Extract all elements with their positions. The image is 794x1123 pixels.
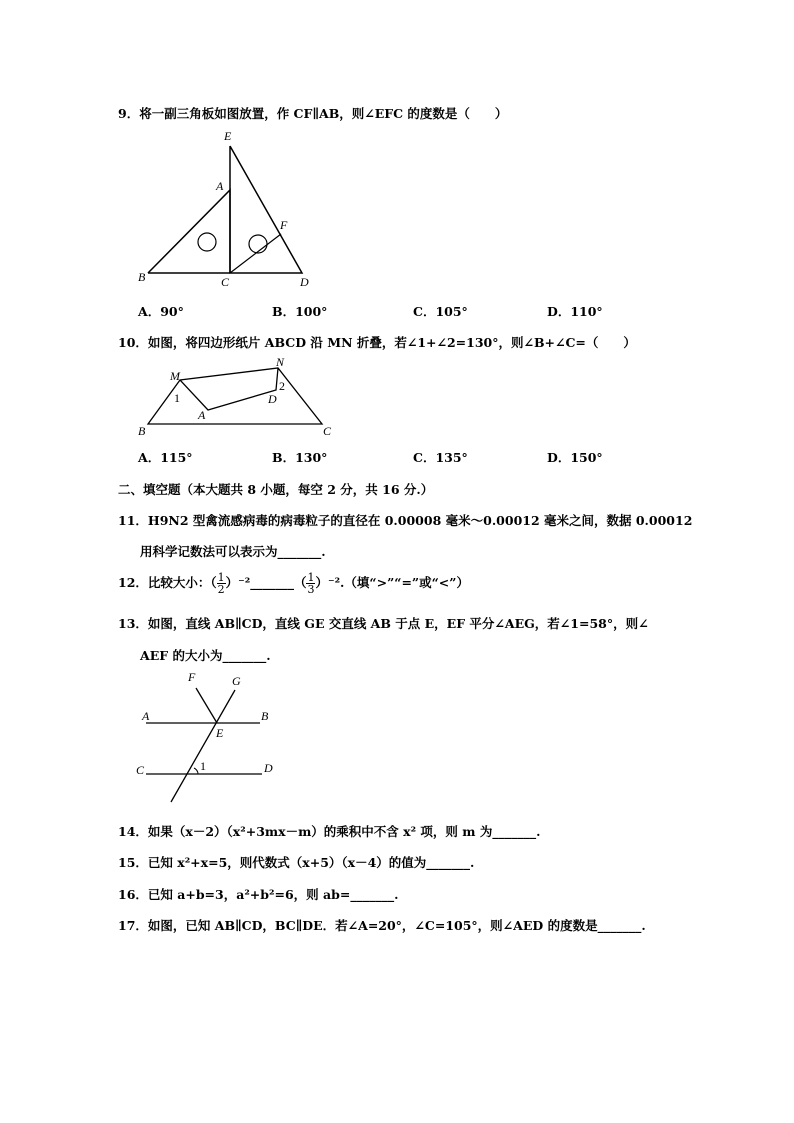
fraction-one-half: $\frac{1}{2}$ (217, 571, 225, 596)
label-N: N (276, 355, 285, 369)
question-11-line-2: 用科学记数法可以表示为_______. (140, 544, 326, 559)
option-d[interactable]: D．110° (547, 304, 603, 319)
question-10-text: 10．如图，将四边形纸片 ABCD 沿 MN 折叠，若∠1+∠2=130°，则∠B+∠C=（ ） (118, 335, 636, 350)
option-c[interactable]: C．135° (413, 450, 468, 465)
label-B: B (138, 270, 146, 284)
question-12-suffix: ）⁻².（填“>”“=”或“<”） (315, 575, 469, 590)
question-17-text: 17．如图，已知 AB∥CD，BC∥DE．若∠A=20°，∠C=105°，则∠AED 的度数是_______. (118, 918, 646, 933)
label-D: D (264, 761, 273, 775)
label-B: B (261, 709, 269, 723)
question-10-figure (132, 352, 347, 440)
section-heading: 二、填空题（本大题共 8 小题，每空 2 分，共 16 分.） (118, 482, 434, 497)
label-M: M (170, 369, 180, 383)
question-16-text: 16．已知 a+b=3，a²+b²=6，则 ab=_______. (118, 887, 399, 902)
question-13-figure (132, 668, 282, 808)
question-13-line-1: 13．如图，直线 AB∥CD，直线 GE 交直线 AB 于点 E，EF 平分∠AEG，若∠1=58°，则∠ (118, 616, 649, 631)
label-G: G (232, 674, 241, 688)
label-F: F (188, 670, 196, 684)
question-12-mid: ）⁻²_______（ (225, 575, 307, 590)
question-9-figure (130, 126, 330, 291)
label-D: D (268, 392, 277, 406)
question-12-prefix: 12．比较大小：（ (118, 575, 217, 590)
label-angle-2: 2 (279, 379, 285, 393)
label-E: E (224, 129, 232, 143)
option-b[interactable]: B．130° (272, 450, 328, 465)
label-angle-1: 1 (174, 391, 180, 405)
label-B: B (138, 424, 146, 438)
option-c[interactable]: C．105° (413, 304, 468, 319)
label-D: D (300, 275, 309, 289)
question-12-text (118, 572, 469, 595)
question-14-text: 14．如果（x－2）（x²+3mx－m）的乘积中不含 x² 项，则 m 为_______. (118, 824, 541, 839)
option-a[interactable]: A．115° (138, 450, 193, 465)
label-C: C (221, 275, 230, 289)
label-A: A (142, 709, 150, 723)
label-angle-1: 1 (200, 759, 206, 773)
question-9-text: 9．将一副三角板如图放置，作 CF∥AB，则∠EFC 的度数是（ ） (118, 106, 508, 121)
label-A: A (216, 179, 224, 193)
option-d[interactable]: D．150° (547, 450, 603, 465)
label-F: F (280, 218, 288, 232)
option-b[interactable]: B．100° (272, 304, 328, 319)
question-15-text: 15．已知 x²+x=5，则代数式（x+5）（x－4）的值为_______. (118, 855, 475, 870)
label-E: E (216, 726, 224, 740)
label-C: C (136, 763, 145, 777)
fraction-one-third: $\frac{1}{3}$ (307, 571, 315, 596)
question-11-line-1: 11．H9N2 型禽流感病毒的病毒粒子的直径在 0.00008 毫米～0.00012 毫米之间，数据 0.00012 (118, 513, 693, 528)
label-C: C (323, 424, 332, 438)
option-a[interactable]: A．90° (138, 304, 184, 319)
question-13-line-2: AEF 的大小为_______. (140, 648, 271, 663)
label-A: A (198, 408, 206, 422)
